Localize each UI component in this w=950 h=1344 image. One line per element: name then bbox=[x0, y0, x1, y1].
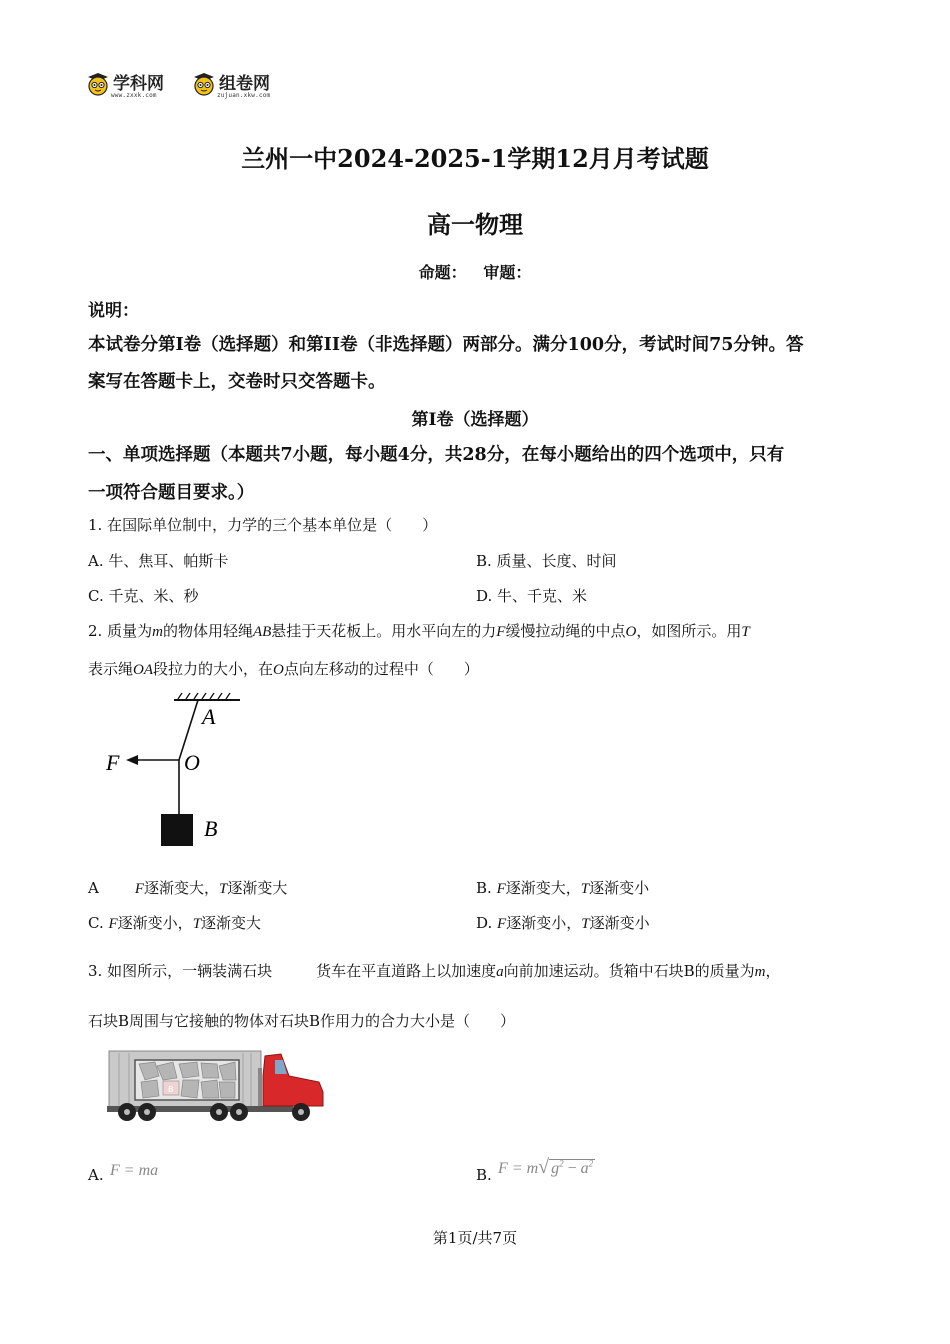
question-1-option-c: C. 千克、米、秒 bbox=[88, 587, 199, 605]
stone-b-label: B bbox=[168, 1085, 174, 1094]
question-1-option-b: B. 质量、长度、时间 bbox=[476, 552, 617, 570]
question-3-stem-line-2: 石块B周围与它接触的物体对石块B作用力的合力大小是（ ） bbox=[88, 1012, 516, 1030]
label-b: B bbox=[204, 816, 218, 841]
exam-subject: 高一物理 bbox=[427, 210, 523, 239]
truck-cab bbox=[263, 1054, 323, 1106]
question-1-stem: 1. 在国际单位制中，力学的三个基本单位是（ ） bbox=[88, 516, 438, 534]
notes-label: 说明： bbox=[88, 301, 139, 321]
logo-xuekewang bbox=[86, 72, 164, 99]
exam-title: 兰州一中2024-2025-1学期12月月考试题 bbox=[241, 144, 709, 173]
logo-zujuanwang bbox=[192, 72, 271, 99]
logo-url: zujuan.xkw.com bbox=[217, 92, 271, 99]
question-2-option-b: B. F逐渐变大，T逐渐变小 bbox=[476, 879, 650, 897]
mascot-icon bbox=[86, 72, 110, 96]
arrow-head-icon bbox=[126, 755, 138, 765]
logo-name: 学科网 bbox=[113, 73, 164, 94]
question-2-option-c: C. F逐渐变小，T逐渐变大 bbox=[88, 914, 262, 932]
logo-url: www.zxxk.com bbox=[111, 92, 157, 99]
label-f: F bbox=[106, 750, 120, 775]
question-3-stem: 3. 如图所示，一辆装满石块 货车在平直道路上以加速度a向前加速运动。货箱中石块B的质量为m， bbox=[88, 962, 781, 980]
logo-name: 组卷网 bbox=[219, 73, 270, 94]
question-2-option-d: D. F逐渐变小，T逐渐变小 bbox=[476, 914, 650, 932]
label-a: A bbox=[202, 704, 216, 729]
section-heading-line-2: 一项符合题目要求。） bbox=[88, 483, 255, 503]
question-2-stem: 2. 质量为m的物体用轻绳AB悬挂于天花板上。用水平向左的力F缓慢拉动绳的中点O，如图所示。用T bbox=[88, 622, 750, 640]
question-1-option-a: A. 牛、焦耳、帕斯卡 bbox=[88, 552, 229, 570]
section-heading-line-1: 一、单项选择题（本题共7小题，每小题4分，共28分，在每小题给出的四个选项中，只有 bbox=[88, 445, 785, 465]
question-3-option-b-label: B. bbox=[476, 1166, 492, 1184]
notes-line-2: 案写在答题卡上，交卷时只交答题卡。 bbox=[88, 372, 386, 392]
mass-block bbox=[161, 814, 193, 846]
mascot-icon bbox=[192, 72, 216, 96]
label-o: O bbox=[184, 750, 200, 775]
ceiling bbox=[174, 693, 240, 700]
notes-line-1: 本试卷分第I卷（选择题）和第II卷（非选择题）两部分。满分100分，考试时间75分钟。答 bbox=[88, 335, 804, 355]
question-2-stem-line-2: 表示绳OA段拉力的大小，在O点向左移动的过程中（ ） bbox=[88, 660, 479, 678]
question-2-option-a: A F逐渐变大，T逐渐变大 bbox=[88, 879, 288, 897]
section-title: 第I卷（选择题） bbox=[411, 410, 539, 430]
page-footer: 第1页/共7页 bbox=[432, 1229, 518, 1247]
question-3-option-a-formula: F = ma bbox=[110, 1162, 159, 1179]
question-3-option-a-label: A. bbox=[88, 1166, 104, 1184]
exhaust bbox=[258, 1068, 262, 1106]
truck-figure bbox=[105, 1048, 327, 1124]
exam-authors: 命题： 审题： bbox=[418, 263, 532, 282]
question-3-option-b-formula: F = m√ $g^2 - a^2$ bbox=[498, 1156, 594, 1178]
question-2-figure bbox=[100, 688, 240, 852]
question-1-option-d: D. 牛、千克、米 bbox=[476, 587, 588, 605]
